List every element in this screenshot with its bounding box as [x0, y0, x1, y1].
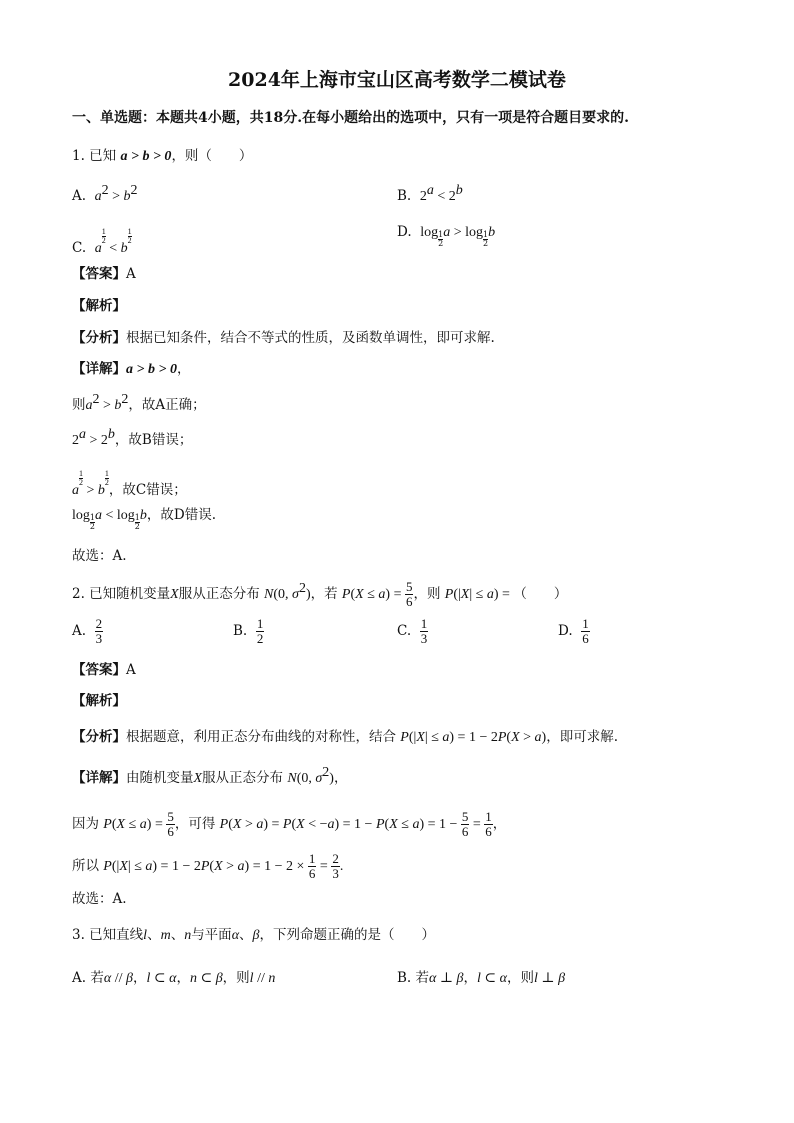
q3-option-b: B. 若α ⊥ β，l ⊂ α，则l ⊥ β: [397, 970, 566, 986]
q2-detail-because: 因为 P(X ≤ a) = $\frac{5}{6}$ ，可得 P(X > a) = P(X < −a) = 1 − P(X ≤ a) = 1 − $\frac{5}{6}$ = $\frac{1}{6}$ ，: [72, 809, 507, 839]
q1-number: 1. 已知: [72, 148, 117, 164]
q1-option-c: C. a $\frac{1}{2}$ < b $\frac{1}{2}$: [72, 227, 132, 256]
q1-detail-a: 则$a^2 > b^2$，故A正确；: [72, 392, 206, 413]
q2-detail: 【详解】由随机变量X服从正态分布 N(0, $\sigma^2$)，: [72, 765, 348, 786]
q1-choose: 故选：A.: [72, 548, 127, 564]
q1-answer: 【答案】A: [72, 266, 136, 282]
q1-condition: a > b > 0: [120, 149, 172, 164]
q1-tail: ，则（ ）: [171, 148, 253, 164]
q1-detail-b: $2^a > 2^b$，故B错误；: [72, 427, 193, 448]
q2-answer: 【答案】A: [72, 662, 136, 678]
question-1-stem: [72, 146, 734, 167]
q1-option-a: A. $a^2 > b^2$: [72, 183, 138, 204]
q2-detail-suoyi: 所以 P(|X| ≤ a) = 1 − 2P(X > a) = 1 − 2 × $\frac{1}{6}$ = $\frac{2}{3}$ .: [72, 851, 344, 881]
question-3-stem: 3. 已知直线l、m、n与平面α、β，下列命题正确的是（ ）: [72, 927, 436, 943]
q2-option-c: C. $\frac{1}{3}$: [397, 616, 428, 646]
q1-detail-c: a $\frac{1}{2}$ > b $\frac{1}{2}$ ，故C错误；: [72, 469, 187, 498]
q2-option-b: B. $\frac{1}{2}$: [233, 616, 264, 646]
section-header: 一、单选题：本题共4小题，共18分.在每小题给出的选项中，只有一项是符合题目要求的.: [72, 110, 629, 126]
q2-option-a: A. $\frac{2}{3}$: [72, 616, 103, 646]
q2-fenxi: 【分析】根据题意，利用正态分布曲线的对称性，结合 P(|X| ≤ a) = 1 − 2P(X > a)，即可求解.: [72, 729, 619, 745]
q2-choose: 故选：A.: [72, 891, 127, 907]
q1-option-d: D. log $\frac{1}{2}$ a > log $\frac{1}{2}$ b: [397, 224, 496, 248]
q1-fenxi: 【分析】根据已知条件，结合不等式的性质，及函数单调性，即可求解.: [72, 330, 495, 346]
q1-detail: 【详解】a > b > 0，: [72, 361, 191, 377]
q2-analysis-label: 【解析】: [72, 693, 126, 709]
q1-analysis-label: 【解析】: [72, 298, 126, 314]
q1-detail-d: log $\frac{1}{2}$ a < log $\frac{1}{2}$ b，故D错误.: [72, 507, 216, 531]
page-title: 2024年上海市宝山区高考数学二模试卷: [228, 69, 566, 91]
question-2-stem: 2. 已知随机变量X服从正态分布 N(0, $\sigma^2$)，若 P(X ≤ a) = $\frac{5}{6}$ ，则 P(|X| ≤ a) = （ ）: [72, 579, 568, 609]
q3-option-a: A. 若α // β，l ⊂ α，n ⊂ β，则l // n: [72, 970, 276, 986]
q1-option-b: B. $2^a < 2^b$: [397, 183, 463, 204]
q2-option-d: D. $\frac{1}{6}$: [558, 616, 589, 646]
